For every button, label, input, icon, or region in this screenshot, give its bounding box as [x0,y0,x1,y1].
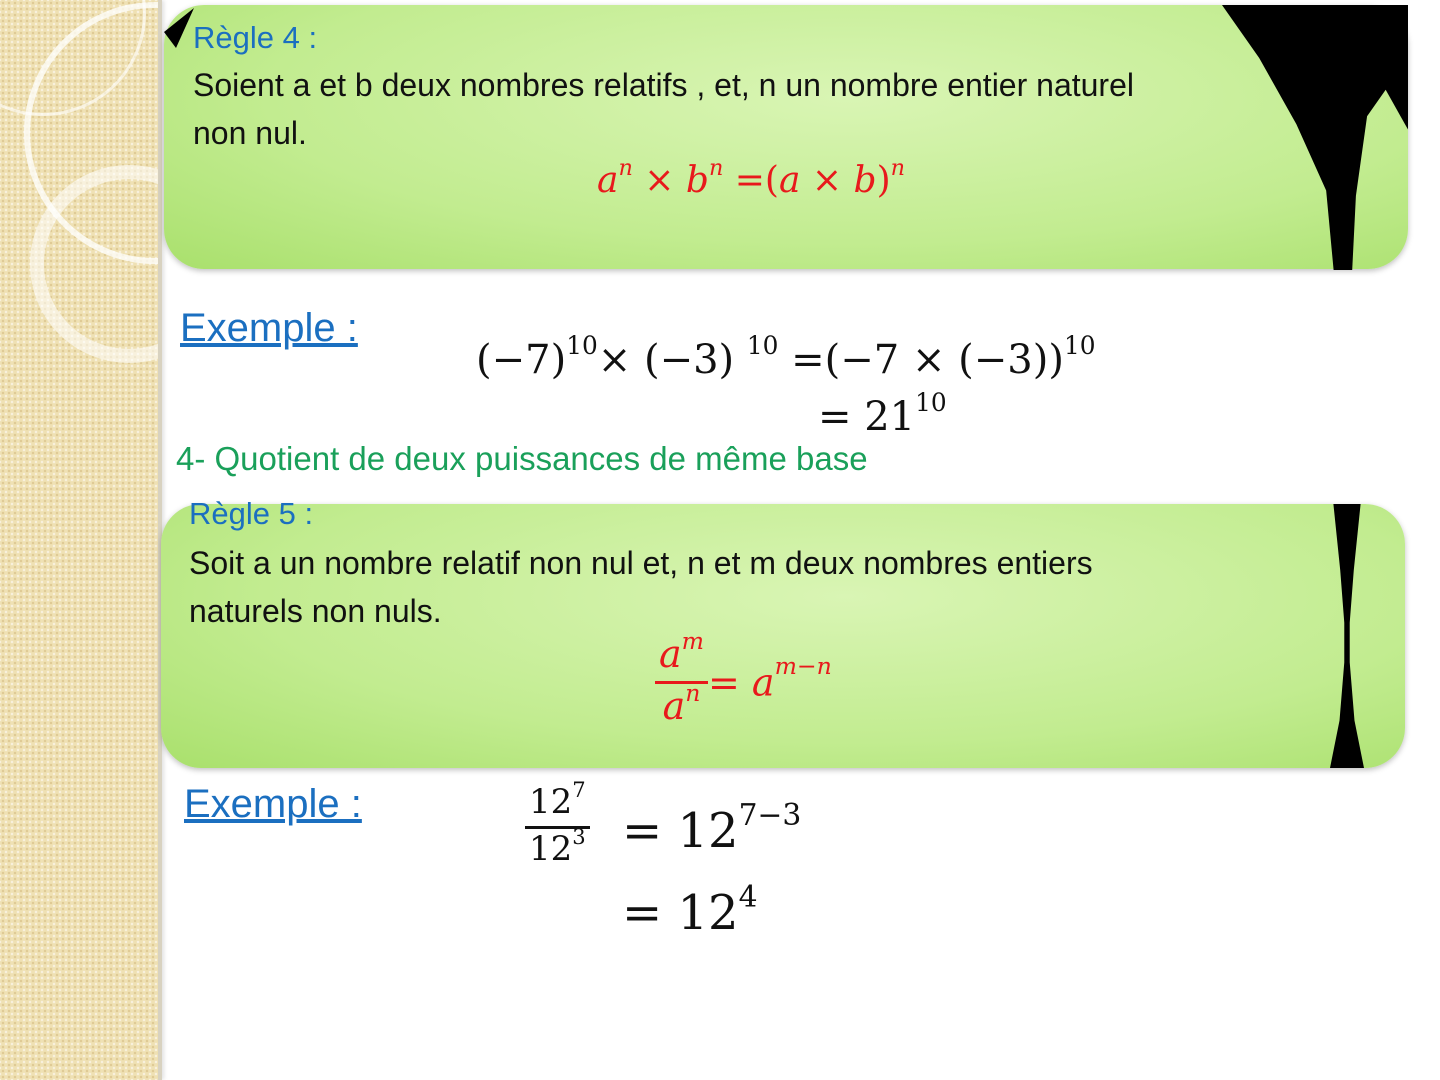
formula-term: 12 [677,803,739,859]
formula-symbol: a [662,684,686,728]
formula-term: × (−3) [597,337,747,383]
formula-exponent: m [681,627,704,656]
formula-term: =(−7 × (−3)) [778,337,1064,383]
formula-term: 12 [529,782,573,822]
rule-5-formula [655,627,832,733]
formula-exponent: 10 [1063,331,1096,361]
example-2-label: Exemple : [184,782,362,826]
formula-operator: = [818,394,865,440]
formula-operator: = [708,660,752,705]
formula-exponent: 10 [566,331,598,361]
formula-exponent: n [685,679,701,708]
formula-exponent: n [618,155,633,182]
formula-fraction [655,627,708,733]
rule-4-text-line1: Soient a et b deux nombres relatifs , et, n un nombre entier naturel [193,67,1134,103]
rule-4-box [164,5,1408,269]
formula-term: 21 [864,394,916,440]
section-4-heading: 4- Quotient de deux puissances de même base [176,440,868,477]
fraction-denominator [525,824,590,873]
formula-symbol: a [778,160,801,201]
formula-exponent: 10 [746,331,779,361]
rule-5-text-line2: naturels non nuls. [189,593,442,629]
formula-exponent: 4 [738,879,758,915]
formula-exponent: n [708,155,724,182]
formula-symbol: a [659,632,682,676]
formula-exponent: 10 [915,388,947,418]
formula-term: 12 [677,885,739,941]
rule-5-text-line1: Soit a un nombre relatif non nul et, n et m deux nombres entiers [189,545,1093,581]
example-2-line1 [622,797,802,859]
formula-exponent: 7−3 [738,797,802,833]
formula-exponent: 3 [572,824,586,850]
rule-4-title: Règle 4 : [193,20,318,55]
formula-operator: ) [876,160,891,201]
example-2-fraction [525,777,590,873]
formula-exponent: m−n [774,652,832,681]
example-1-label: Exemple : [180,306,358,350]
formula-exponent: 7 [572,777,586,803]
rule-4-formula [597,155,905,201]
formula-exponent: n [890,155,905,182]
example-2-line2 [622,879,758,941]
fraction-numerator [655,627,708,681]
formula-symbol: a [751,660,775,705]
formula-term: (−7) [476,337,567,383]
example-1-line2 [818,388,947,440]
fraction-denominator [655,679,708,733]
formula-operator: = [622,885,678,941]
formula-fraction [525,777,590,873]
fraction-numerator [525,777,590,826]
example-1-line1 [476,331,1096,383]
rule-4-text-line2: non nul. [193,115,307,151]
formula-symbol: b [685,160,709,201]
rule-5-title: Règle 5 : [189,496,314,531]
formula-operator: = [622,803,678,859]
decorative-side-strip [0,0,162,1080]
formula-symbol: a [597,160,619,201]
formula-operator: × [632,160,686,201]
formula-operator: × [800,160,854,201]
formula-symbol: b [853,160,877,201]
formula-operator: =( [723,160,779,201]
formula-term: 12 [529,829,573,869]
